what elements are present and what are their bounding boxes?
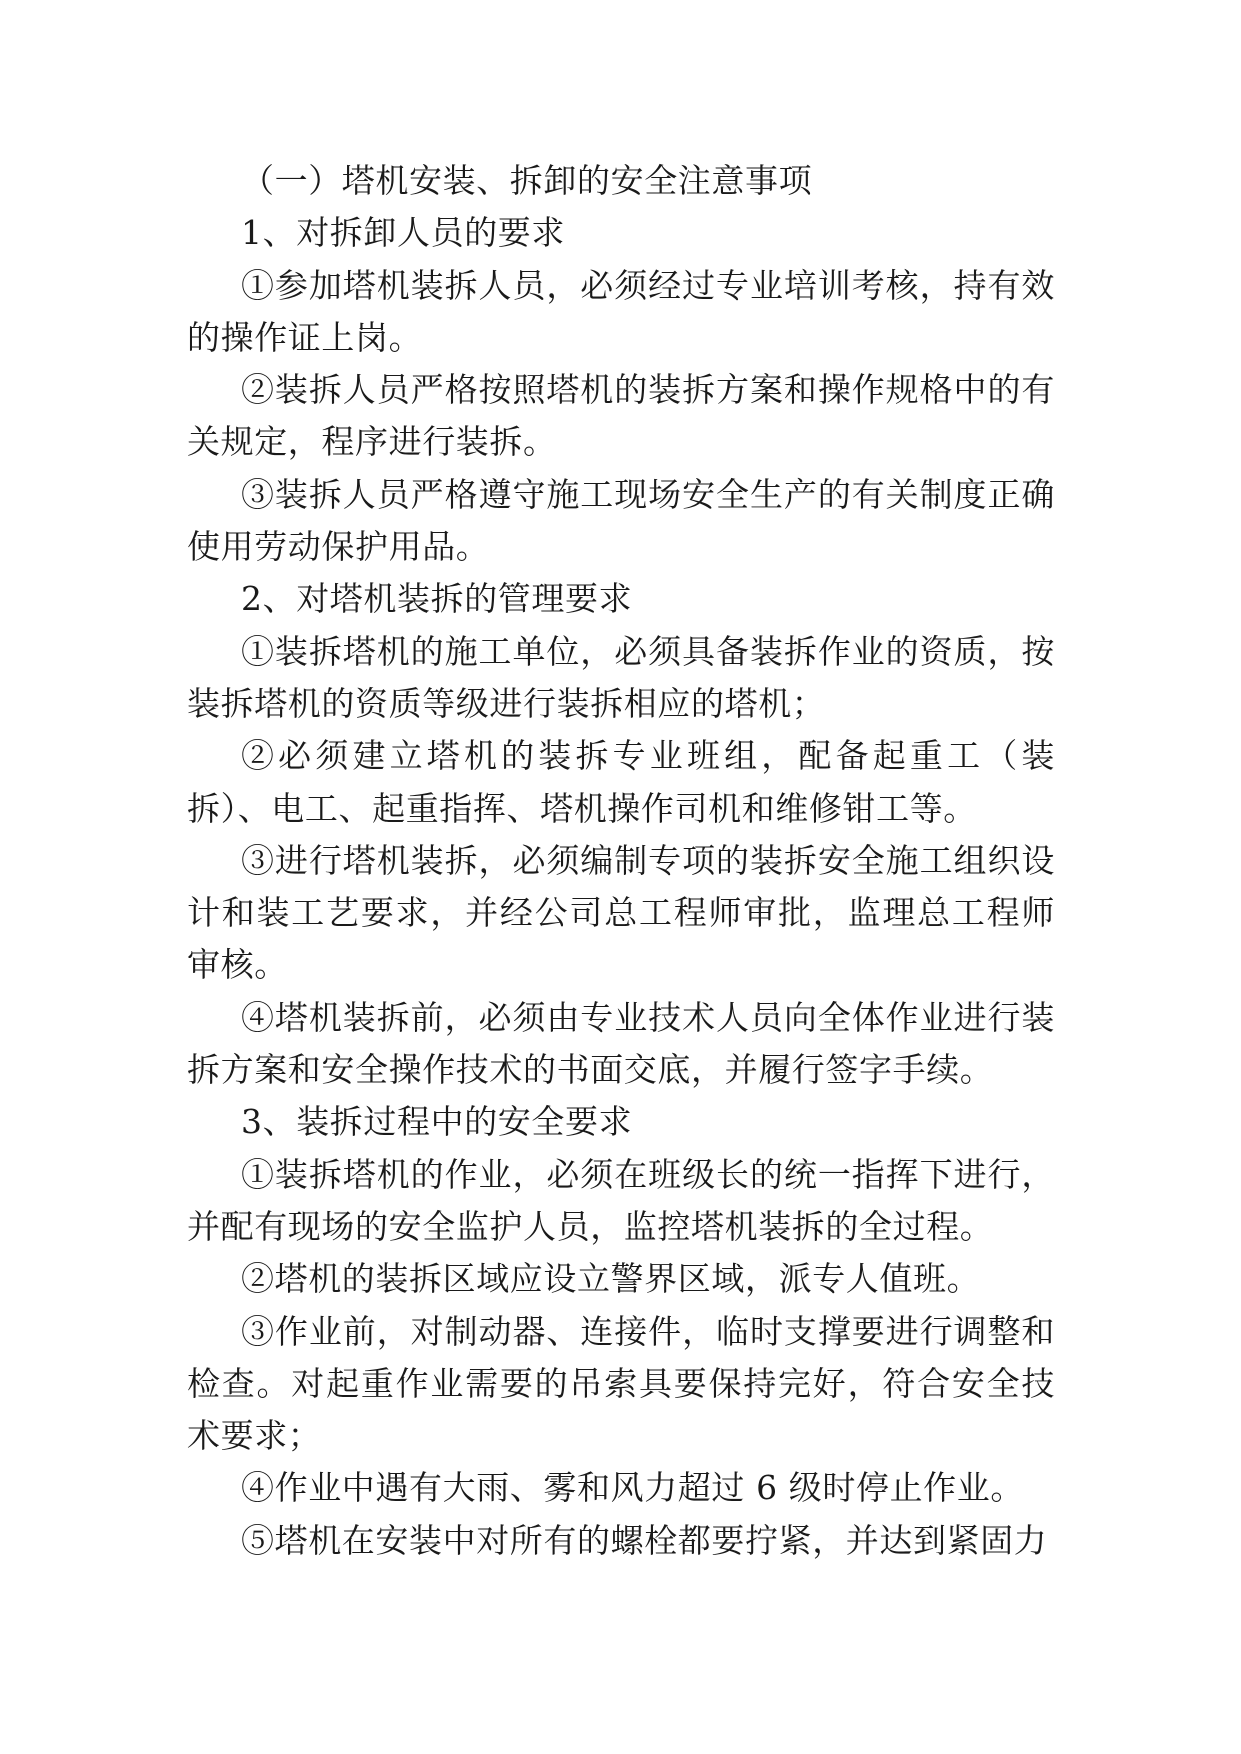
part-heading-2: 2、对塔机装拆的管理要求 <box>241 579 633 619</box>
paragraph: ①装拆塔机的作业，必须在班级长的统一指挥下进行，并配有现场的安全监护人员，监控塔机装拆的全过程。 <box>187 1154 1055 1246</box>
part-heading-1: 1、对拆卸人员的要求 <box>241 213 565 253</box>
paragraph: ⑤塔机在安装中对所有的螺栓都要拧紧，并达到紧固力 <box>241 1520 1048 1560</box>
paragraph: ②必须建立塔机的装拆专业班组，配备起重工（装拆）、电工、起重指挥、塔机操作司机和维修钳工等。 <box>187 736 1055 828</box>
part-heading-3: 3、装拆过程中的安全要求 <box>241 1102 633 1142</box>
paragraph: ①参加塔机装拆人员，必须经过专业培训考核，持有效的操作证上岗。 <box>187 265 1055 357</box>
document-body <box>187 155 1055 1567</box>
paragraph: ③进行塔机装拆，必须编制专项的装拆安全施工组织设计和装工艺要求，并经公司总工程师审批，监理总工程师审核。 <box>187 840 1055 985</box>
section-title: （一）塔机安装、拆卸的安全注意事项 <box>241 161 813 200</box>
paragraph: ④塔机装拆前，必须由专业技术人员向全体作业进行装拆方案和安全操作技术的书面交底，并履行签字手续。 <box>187 997 1055 1090</box>
paragraph: ③装拆人员严格遵守施工现场安全生产的有关制度正确使用劳动保护用品。 <box>187 474 1055 567</box>
paragraph: ②塔机的装拆区域应设立警界区域，派专人值班。 <box>241 1259 981 1299</box>
paragraph: ③作业前，对制动器、连接件，临时支撑要进行调整和检查。对起重作业需要的吊索具要保持完好，符合安全技术要求； <box>187 1311 1055 1456</box>
paragraph: ①装拆塔机的施工单位，必须具备装拆作业的资质，按装拆塔机的资质等级进行装拆相应的塔机； <box>187 631 1055 723</box>
paragraph: ④作业中遇有大雨、雾和风力超过 6 级时停止作业。 <box>241 1468 1024 1508</box>
paragraph: ②装拆人员严格按照塔机的装拆方案和操作规格中的有关规定，程序进行装拆。 <box>187 370 1055 462</box>
